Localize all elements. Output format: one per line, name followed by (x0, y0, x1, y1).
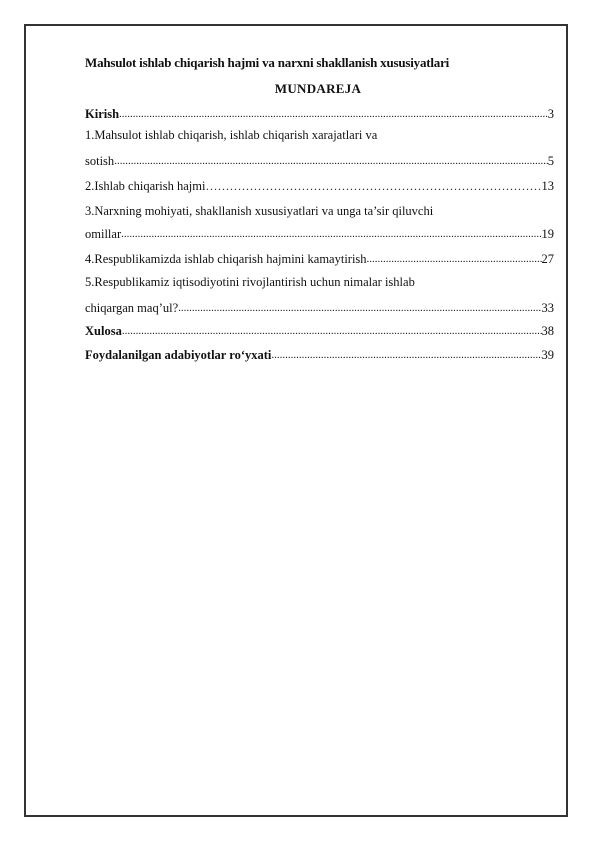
toc-entry-label: Kirish (85, 107, 120, 121)
toc-page-number: 19 (541, 227, 554, 241)
toc-entry-chapter-1 (85, 151, 554, 171)
toc-entry-label: 2.Ishlab chiqarish hajmi (85, 179, 206, 193)
toc-entry-chapter-2 (85, 176, 554, 196)
toc-entry-label: Xulosa (85, 324, 122, 338)
toc-entry-chapter-3 (85, 224, 554, 244)
toc-entry-chapter-5 (85, 298, 554, 318)
toc-heading: MUNDAREJA (274, 81, 362, 96)
toc-entry-references (85, 345, 554, 365)
toc-dot-leader (122, 320, 542, 341)
toc-entry-chapter-3-line-1: 3.Narxning mohiyati, shakllanish xususiyatlari va unga ta’sir qiluvchi (85, 204, 434, 218)
toc-page-number: 5 (547, 154, 554, 168)
toc-dot-leader (367, 248, 542, 269)
toc-dot-leader (178, 297, 541, 318)
toc-entry-label: Foydalanilgan adabiyotlar ro‘yxati (85, 348, 272, 362)
toc-entry-intro (85, 104, 554, 124)
toc-page-number: 33 (541, 301, 554, 315)
toc-entry-label: sotish (85, 154, 115, 168)
toc-dot-leader (114, 150, 548, 171)
toc-dot-leader (119, 103, 548, 124)
toc-entry-chapter-5-line-1: 5.Respublikamiz iqtisodiyotini rivojlantirish uchun nimalar ishlab (85, 275, 415, 289)
toc-dot-leader (121, 223, 541, 244)
toc-entry-label: 4.Respublikamizda ishlab chiqarish hajmini kamaytirish (85, 252, 367, 266)
toc-entry-chapter-4 (85, 249, 554, 269)
toc-dot-leader (205, 176, 541, 196)
toc-entry-conclusion (85, 321, 554, 341)
toc-entry-label: chiqargan maq’ul? (85, 301, 179, 315)
toc-entry-label: omillar (85, 227, 122, 241)
toc-page-number: 39 (541, 348, 554, 362)
toc-dot-leader (271, 344, 541, 365)
toc-page-number: 3 (547, 107, 554, 121)
toc-entry-chapter-1-line-1: 1.Mahsulot ishlab chiqarish, ishlab chiqarish xarajatlari va (85, 128, 378, 142)
document-title: Mahsulot ishlab chiqarish hajmi va narxni shakllanish xususiyatlari (85, 55, 450, 70)
toc-page-number: 13 (541, 179, 554, 193)
toc-page-number: 27 (541, 252, 554, 266)
toc-page-number: 38 (541, 324, 554, 338)
